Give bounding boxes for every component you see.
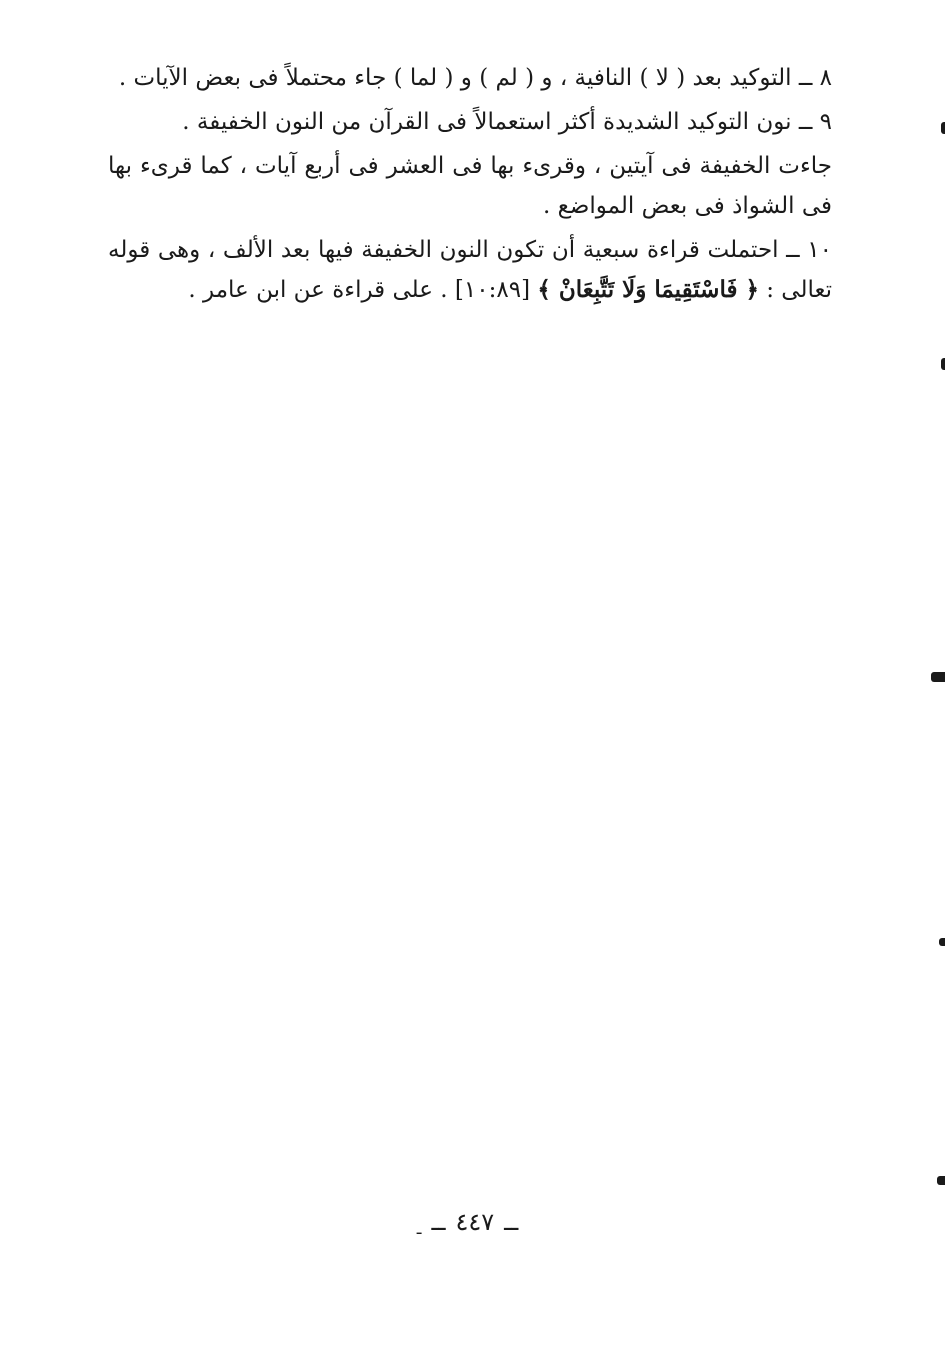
body-text bbox=[108, 58, 832, 310]
paragraph-10 bbox=[108, 230, 832, 310]
paragraph-9: ٩ ــ نون التوكيد الشديدة أكثر استعمالاً فى القرآن من النون الخفيفة . bbox=[182, 109, 832, 135]
binding-mark bbox=[941, 358, 945, 370]
paragraph-10-reference: [١٠:٨٩] . على قراءة عن ابن عامر . bbox=[188, 277, 538, 303]
paragraph-9-continued: جاءت الخفيفة فى آيتين ، وقرىء بها فى العشر فى أربع آيات ، كما قرىء بها فى الشواذ فى بعض المواضع . bbox=[108, 153, 832, 219]
paragraph-8: ٨ ــ التوكيد بعد ( لا ) النافية ، و ( لم ) و ( لما ) جاء محتملاً فى بعض الآيات . bbox=[118, 65, 832, 91]
binding-mark bbox=[939, 938, 945, 946]
binding-mark bbox=[931, 672, 945, 682]
binding-mark bbox=[941, 122, 945, 134]
footer-dash-left: ــ bbox=[431, 1208, 446, 1236]
page-number: ٤٤٧ bbox=[455, 1208, 495, 1236]
page-footer bbox=[0, 1208, 945, 1238]
quran-quote: ﴿ فَاسْتَقِيمَا وَلَا تَتَّبِعَانْ ﴾ bbox=[537, 276, 759, 303]
paragraph-10-intro: ١٠ ــ احتملت قراءة سبعية أن تكون النون الخفيفة فيها بعد الألف ، وهى قوله تعالى : bbox=[108, 237, 832, 303]
signature-mark: ـ bbox=[416, 1219, 422, 1238]
footer-dash-right: ــ bbox=[504, 1208, 519, 1236]
binding-mark bbox=[937, 1176, 945, 1185]
